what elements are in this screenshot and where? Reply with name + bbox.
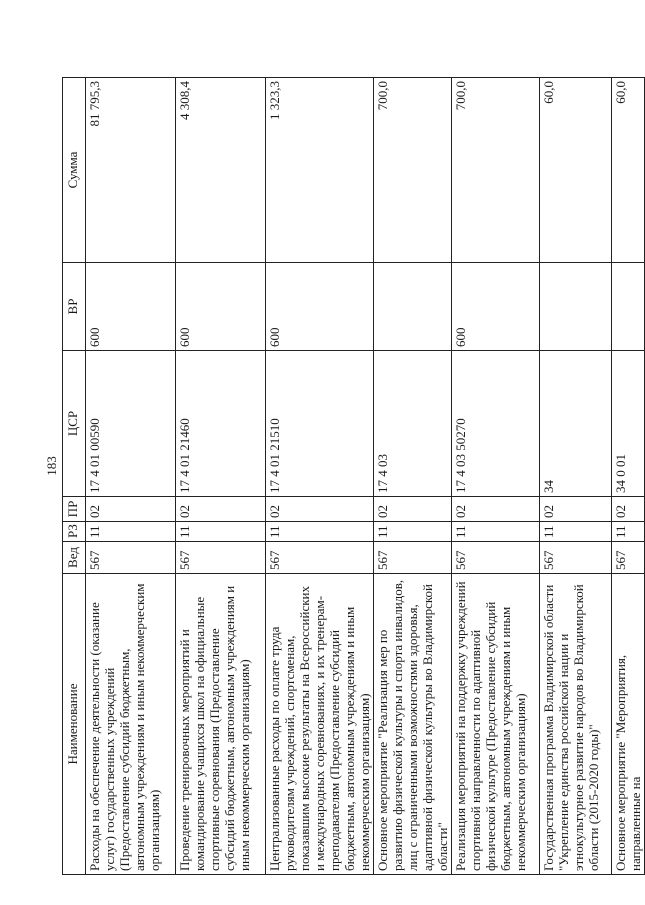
cell-sum: 1 323,3 xyxy=(266,78,374,263)
table-header-row xyxy=(63,78,86,875)
cell-vr: 600 xyxy=(266,263,374,351)
cell-pr: 02 xyxy=(540,497,612,522)
cell-rz: 11 xyxy=(540,522,612,542)
table-row xyxy=(612,78,645,875)
cell-pr: 02 xyxy=(612,497,645,522)
cell-sum: 700,0 xyxy=(452,78,540,263)
cell-rz: 11 xyxy=(86,522,176,542)
cell-sum: 4 308,4 xyxy=(176,78,266,263)
cell-rz: 11 xyxy=(266,522,374,542)
cell-ved: 567 xyxy=(86,542,176,574)
table-row xyxy=(452,78,540,875)
document-page xyxy=(62,78,643,875)
cell-rz: 11 xyxy=(612,522,645,542)
cell-pr: 02 xyxy=(86,497,176,522)
header-csr: ЦСР xyxy=(63,351,86,497)
cell-ved: 567 xyxy=(374,542,452,574)
cell-sum: 81 795,3 xyxy=(86,78,176,263)
cell-pr: 02 xyxy=(266,497,374,522)
cell-ved: 567 xyxy=(612,542,645,574)
budget-table xyxy=(62,77,645,875)
cell-vr: 600 xyxy=(452,263,540,351)
cell-rz: 11 xyxy=(452,522,540,542)
cell-ved: 567 xyxy=(176,542,266,574)
cell-csr: 17 4 01 00590 xyxy=(86,351,176,497)
cell-csr: 17 4 01 21460 xyxy=(176,351,266,497)
cell-pr: 02 xyxy=(374,497,452,522)
page-number: 183 xyxy=(44,456,59,476)
cell-sum: 60,0 xyxy=(540,78,612,263)
table-row xyxy=(176,78,266,875)
table-row xyxy=(86,78,176,875)
header-rz: РЗ xyxy=(63,522,86,542)
cell-vr xyxy=(374,263,452,351)
cell-name: Расходы на обеспечение деятельности (оказание услуг) государственных учреждений (Предоставление субсидий бюджетным, автономным учреждениям и иным некоммерческим организациям) xyxy=(86,574,176,875)
table-row xyxy=(540,78,612,875)
cell-name: Государственная программа Владимирской области "Укрепление единства российской нации и этнокультурное развитие народов во Владимирской области (2015-2020 годы)" xyxy=(540,574,612,875)
header-sum: Сумма xyxy=(63,78,86,263)
cell-csr: 17 4 01 21510 xyxy=(266,351,374,497)
cell-vr: 600 xyxy=(176,263,266,351)
cell-csr: 34 xyxy=(540,351,612,497)
table-row xyxy=(266,78,374,875)
cell-csr: 17 4 03 xyxy=(374,351,452,497)
header-ved: Вед xyxy=(63,542,86,574)
header-vr: ВР xyxy=(63,263,86,351)
cell-vr: 600 xyxy=(86,263,176,351)
cell-name: Централизованные расходы по оплате труда руководителям учреждений, спортсменам, показавшим высокие результаты на Всероссийских и международных соревнованиях, и их тренерам-преподавателям (Предоставление субсидий бюджетным, автономным учреждениям и иным некоммерческим организациям) xyxy=(266,574,374,875)
cell-ved: 567 xyxy=(266,542,374,574)
cell-vr xyxy=(540,263,612,351)
cell-rz: 11 xyxy=(374,522,452,542)
cell-rz: 11 xyxy=(176,522,266,542)
header-name: Наименование xyxy=(63,574,86,875)
cell-csr: 17 4 03 50270 xyxy=(452,351,540,497)
cell-ved: 567 xyxy=(452,542,540,574)
table-row xyxy=(374,78,452,875)
cell-name: Основное мероприятие "Реализация мер по развитию физической культуры и спорта инвалидов, лиц с ограниченными возможностями здоровья, адаптивной физической культуры во Владимирской области" xyxy=(374,574,452,875)
cell-pr: 02 xyxy=(176,497,266,522)
header-pr: ПР xyxy=(63,497,86,522)
cell-ved: 567 xyxy=(540,542,612,574)
cell-sum: 60,0 xyxy=(612,78,645,263)
cell-name: Основное мероприятие "Мероприятия, направленные на xyxy=(612,574,645,875)
cell-pr: 02 xyxy=(452,497,540,522)
cell-name: Реализация мероприятий на поддержку учреждений спортивной направленности по адаптивной физической культуре (Предоставление субсидий бюджетным, автономным учреждениям и иным некоммерческим организациям) xyxy=(452,574,540,875)
cell-name: Проведение тренировочных мероприятий и командирование учащихся школ на официальные спортивные соревнования (Предоставление субсидий бюджетным, автономным учреждениям и иным некоммерческим организациям) xyxy=(176,574,266,875)
cell-csr: 34 0 01 xyxy=(612,351,645,497)
cell-vr xyxy=(612,263,645,351)
cell-sum: 700,0 xyxy=(374,78,452,263)
